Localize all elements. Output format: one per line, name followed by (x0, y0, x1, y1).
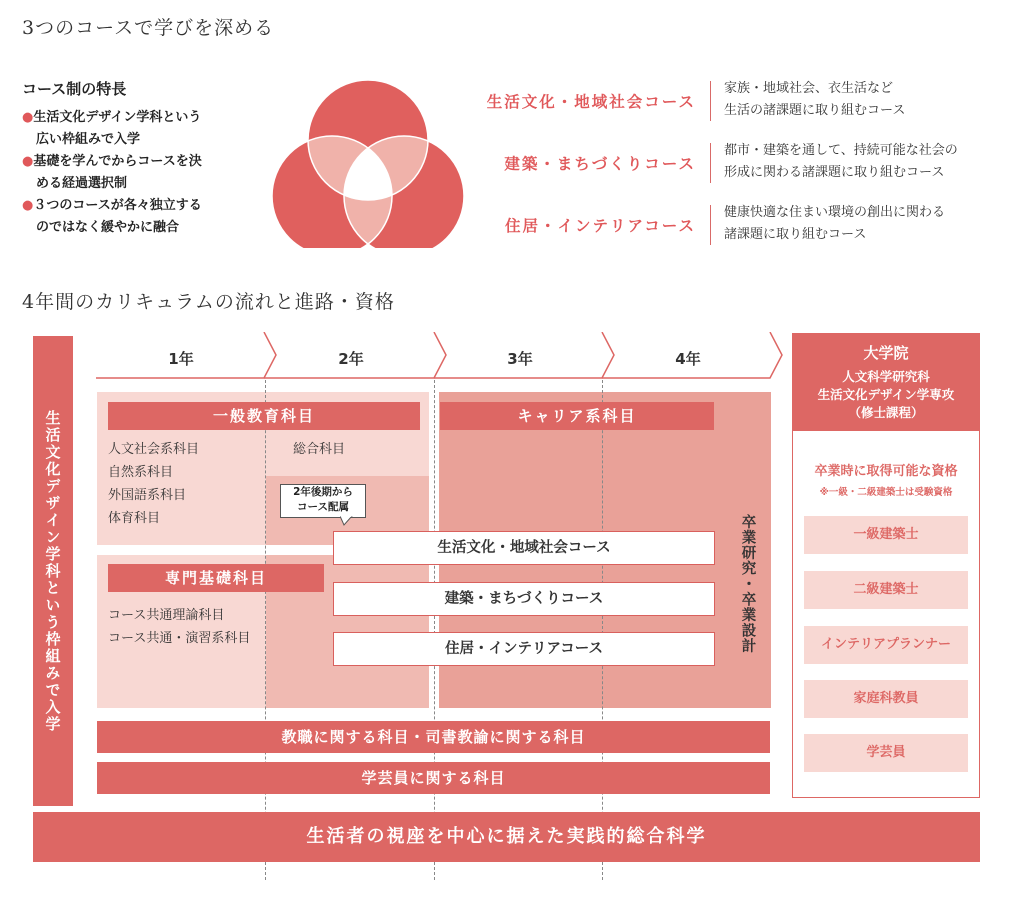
general-subjects-list: 人文社会系科目 自然系科目 外国語系科目 体育科目 (108, 442, 200, 526)
qualification-item: 一級建築士 (804, 516, 968, 554)
qualifications-note: ※一級・二級建築士は受験資格 (819, 487, 953, 498)
bullet: ● (22, 110, 34, 125)
venn-diagram (270, 78, 470, 248)
curator-subjects-bar: 学芸員に関する科目 (97, 762, 770, 794)
entry-bar: 生活文化デザイン学科という枠組みで入学 (33, 336, 73, 806)
course-desc-architecture: 都市・建築を通して、持続可能な社会の 形成に関わる諸課題に取り組むコース (724, 143, 958, 180)
course-name-architecture: 建築・まちづくりコース (504, 155, 696, 173)
qualification-item: インテリアプランナー (804, 626, 968, 664)
feature-item: ●生活文化デザイン学科という 広い枠組みで入学 (22, 110, 202, 147)
career-subjects-bar: キャリア系科目 (440, 402, 714, 430)
year-2-label: 2年 (338, 350, 364, 368)
divider (710, 205, 711, 245)
course-features (22, 78, 202, 239)
course-name-interior: 住居・インテリアコース (505, 217, 696, 235)
graduate-program: 人文科学研究科 生活文化デザイン学専攻 （修士課程） (817, 369, 955, 420)
section1-title: 3つのコースで学びを深める (22, 17, 275, 39)
year-divider (265, 380, 266, 880)
year-divider (434, 380, 435, 880)
course-desc-interior: 健康快適な住まい環境の創出に関わる 諸課題に取り組むコース (724, 205, 946, 242)
basic-specialized-bar: 専門基礎科目 (108, 564, 324, 592)
graduate-school-box (792, 333, 980, 431)
section2-title: 4年間のカリキュラムの流れと進路・資格 (22, 291, 395, 313)
divider (710, 81, 711, 121)
callout-pointer (340, 516, 354, 526)
feature-item: ●３つのコースが各々独立する のではなく緩やかに融合 (22, 198, 202, 235)
basic-subjects-list: コース共通理論科目 コース共通・演習系科目 (108, 608, 251, 646)
general-education-bar: 一般教育科目 (108, 402, 420, 430)
qualifications-title: 卒業時に取得可能な資格 (814, 464, 958, 479)
course-name-lifestyle: 生活文化・地域社会コース (486, 93, 696, 111)
qualification-item: 学芸員 (804, 734, 968, 772)
features-heading: コース制の特長 (22, 80, 127, 98)
qualification-item: 家庭科教員 (804, 680, 968, 718)
integrated-subjects: 総合科目 (293, 442, 346, 457)
year-divider (602, 380, 603, 880)
course-box-interior: 住居・インテリアコース (333, 632, 715, 666)
qualification-item: 二級建築士 (804, 571, 968, 609)
course-box-lifestyle: 生活文化・地域社会コース (333, 531, 715, 565)
year-4-label: 4年 (675, 350, 701, 368)
graduate-school-title: 大学院 (863, 344, 909, 362)
bullet: ● (22, 198, 34, 213)
teaching-subjects-bar: 教職に関する科目・司書教諭に関する科目 (97, 721, 770, 753)
course-desc-lifestyle: 家族・地域社会、衣生活など 生活の諸課題に取り組むコース (724, 81, 906, 118)
foundation-bar: 生活者の視座を中心に据えた実践的総合科学 (33, 812, 980, 862)
year-1-label: 1年 (168, 350, 194, 368)
divider (710, 143, 711, 183)
thesis-label: 卒業研究・卒業設計 (739, 514, 756, 654)
bullet: ● (22, 154, 34, 169)
course-box-architecture: 建築・まちづくりコース (333, 582, 715, 616)
course-assignment-callout: 2年後期から コース配属 (280, 484, 366, 518)
feature-item: ●基礎を学んでからコースを決 める経過選択制 (22, 154, 202, 191)
year-3-label: 3年 (507, 350, 533, 368)
